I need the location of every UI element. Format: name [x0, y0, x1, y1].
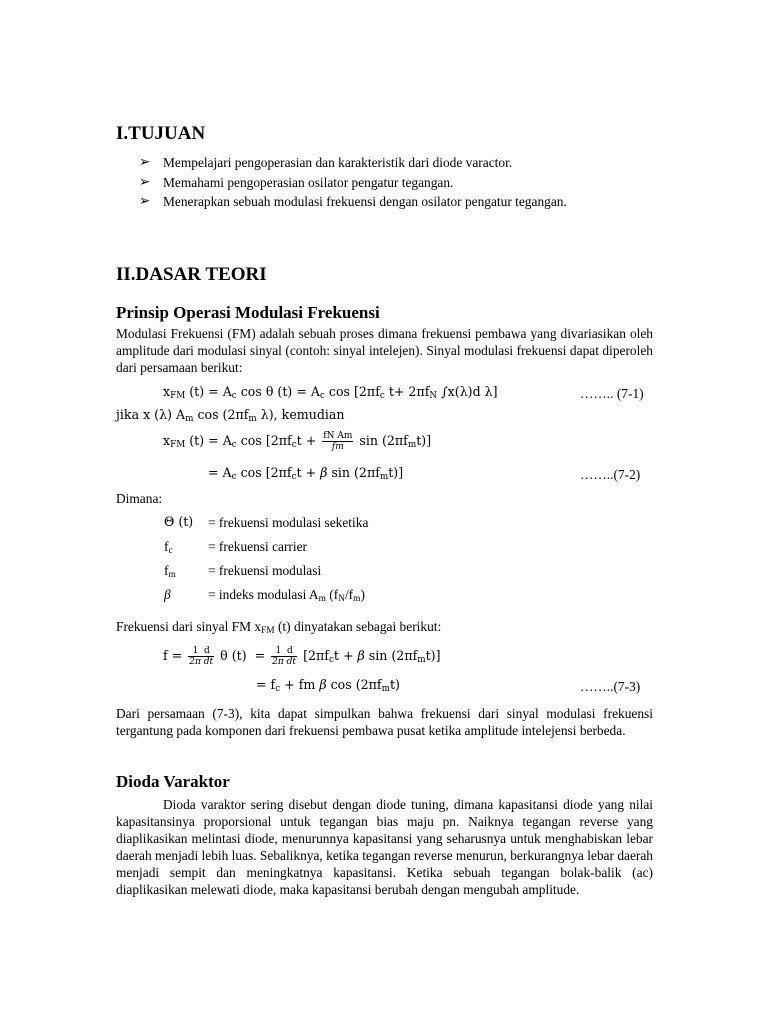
equation-number: ……..(7-2) — [580, 467, 641, 482]
symbol-beta: β — [164, 587, 171, 602]
symbol-fm: $f_m$ — [164, 563, 176, 580]
objective-item: Menerapkan sebuah modulasi frekuensi dengan osilator pengatur tegangan. — [163, 194, 567, 209]
definition: = indeks modulasi $A_m$ $(f_N/f_m)$ — [208, 587, 365, 604]
equation-7-3b: = $f_c$ + fm β $\cos (2\pi f_mt)$ — [256, 677, 400, 694]
objective-item: Memahami pengoperasian osilator pengatur tegangan. — [163, 175, 454, 190]
definition: = frekuensi modulasi — [208, 563, 322, 578]
where-label: Dimana: — [116, 491, 163, 506]
section-title-tujuan: I.TUJUAN — [116, 123, 206, 144]
symbol-fc: $f_c$ — [164, 539, 173, 556]
definition: = frekuensi modulasi seketika — [208, 515, 369, 530]
section-title-dasar-teori: II.DASAR TEORI — [116, 264, 267, 285]
intro-paragraph: Modulasi Frekuensi (FM) adalah sebuah proses dimana frekuensi pembawa yang divariasikan oleh amplitude dari modulasi sinyal (contoh: sinyal intelejen). Sinyal modulasi frekuensi dapat diperoleh dari persamaan berikut: — [116, 326, 653, 375]
definition: = frekuensi carrier — [208, 539, 307, 554]
varaktor-paragraph: Dioda varaktor sering disebut dengan diode tuning, dimana kapasitansi diode yang nilai kapasitansinya proporsional untuk tegangan bias maju pn. Naiknya tegangan reverse yang diaplikasikan melintasi diode, menurunnya kapasitansi yang seharusnya untuk menghabiskan lebar daerah menjadi lebih luas. Sebaliknya, ketika tegangan reverse menurun, berkurangnya lebar daerah menjadi sempit dan meningkatnya kapasitansi. Ketika sebuah tegangan bolak-balik (ac) diaplikasikan melewati diode, maka kapasitansi berubah dengan mengubah amplitude. — [116, 797, 653, 897]
equation-7-3a: f = $\frac{1 d}{\text{2π dt}}$ θ (t) = $\frac{1 d}{\text{2π dt}}$ [$2\pi f_ct + \beta$ $\sin (2\pi f_mt)$] — [163, 646, 441, 667]
equation-7-2b: = $A_c$ $\cos [2\pi f_ct + \beta$ $\sin (2\pi f_mt)$] — [208, 465, 404, 482]
bullet-arrow-icon: ➢ — [139, 174, 151, 189]
frequency-statement: Frekuensi dari sinyal FM $x_{FM}$ (t) dinyatakan sebagai berikut: — [116, 619, 442, 636]
bullet-arrow-icon: ➢ — [139, 154, 151, 169]
equation-7-1: $x_{FM}$ $(t) = A_c$ cos θ $(t) = A_c$ $\cos [2\pi f_c$ $t+ 2\pi f_N$ ∫x(λ)d λ] — [163, 384, 498, 401]
symbol-theta: Θ (t) — [164, 514, 194, 529]
equation-condition: jika x (λ) $A_m$ $\cos (2\pi f_m$ λ), kemudian — [116, 407, 345, 424]
subsection-title-prinsip: Prinsip Operasi Modulasi Frekuensi — [116, 303, 380, 322]
conclusion-paragraph: Dari persamaan (7-3), kita dapat simpulkan bahwa frekuensi dari sinyal modulasi frekuensi tergantung pada komponen dari frekuensi pembawa pusat ketika amplitude intelejensi berbeda. — [116, 706, 653, 738]
subsection-title-dioda-varaktor: Dioda Varaktor — [116, 772, 230, 791]
equation-number: ……..(7-3) — [580, 679, 641, 694]
equation-7-2a: $x_{FM}$ $(t) = A_c$ $\cos [2\pi f_ct$ + $\frac{\text{fN Am}}{fm}$ $\sin (2\pi f_mt)$] — [163, 431, 432, 452]
objective-item: Mempelajari pengoperasian dan karakteristik dari diode varactor. — [163, 155, 513, 170]
bullet-arrow-icon: ➢ — [139, 193, 151, 208]
equation-number: …….. (7-1) — [580, 386, 644, 401]
